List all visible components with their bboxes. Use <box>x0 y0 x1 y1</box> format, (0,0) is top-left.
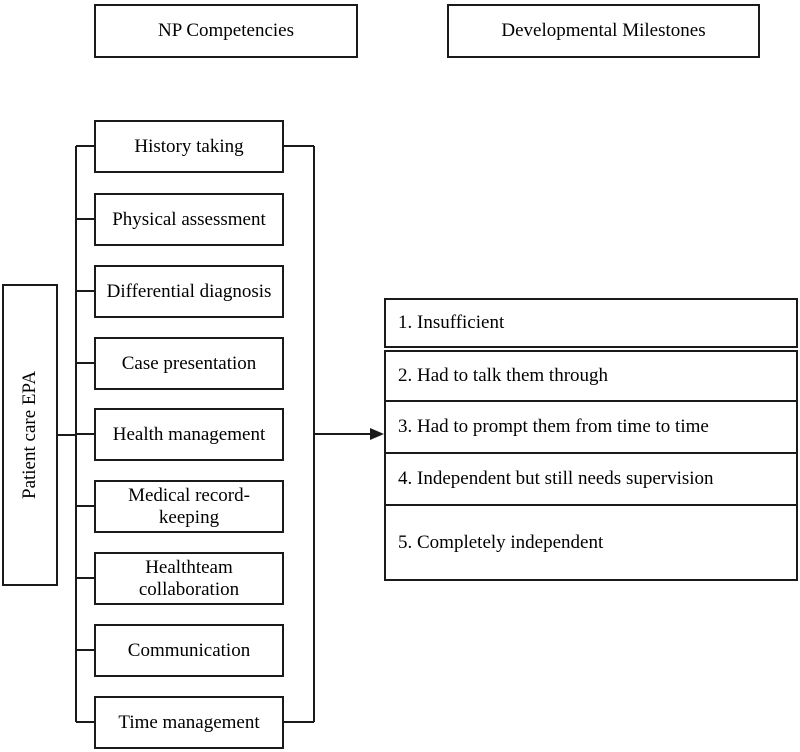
header-developmental-milestones-label: Developmental Milestones <box>501 20 706 42</box>
competency-label: Time management <box>118 711 260 733</box>
competency-label: Medical record-keeping <box>128 484 250 528</box>
competency-communication <box>94 624 284 677</box>
patient-care-epa-label: Patient care EPA <box>19 370 41 500</box>
header-np-competencies <box>94 4 358 58</box>
milestone-2 <box>384 350 798 402</box>
header-developmental-milestones <box>447 4 760 58</box>
milestone-label: 5. Completely independent <box>398 531 604 553</box>
competency-differential-diagnosis <box>94 265 284 318</box>
competency-medical-record-keeping <box>94 480 284 533</box>
competency-time-management <box>94 696 284 749</box>
competency-case-presentation <box>94 337 284 390</box>
milestone-5 <box>384 506 798 581</box>
competency-label: Health management <box>112 423 266 445</box>
milestone-4 <box>384 454 798 506</box>
header-np-competencies-label: NP Competencies <box>158 20 294 42</box>
competency-physical-assessment <box>94 193 284 246</box>
patient-care-epa-box <box>2 284 58 586</box>
competency-label: Case presentation <box>121 352 257 374</box>
milestone-label: 4. Independent but still needs supervision <box>398 468 714 490</box>
milestone-label: 2. Had to talk them through <box>398 365 609 387</box>
milestone-3 <box>384 402 798 454</box>
milestone-1 <box>384 298 798 348</box>
milestone-label: 3. Had to prompt them from time to time <box>398 416 709 438</box>
competency-history-taking <box>94 120 284 173</box>
competency-label: Communication <box>127 639 251 661</box>
milestone-label: 1. Insufficient <box>398 312 505 334</box>
competency-label: Differential diagnosis <box>106 280 272 302</box>
competency-label: Healthteam collaboration <box>138 556 240 600</box>
competency-health-management <box>94 408 284 461</box>
competency-label: History taking <box>134 135 244 157</box>
competency-healthteam-collaboration <box>94 552 284 605</box>
competency-label: Physical assessment <box>112 208 266 230</box>
